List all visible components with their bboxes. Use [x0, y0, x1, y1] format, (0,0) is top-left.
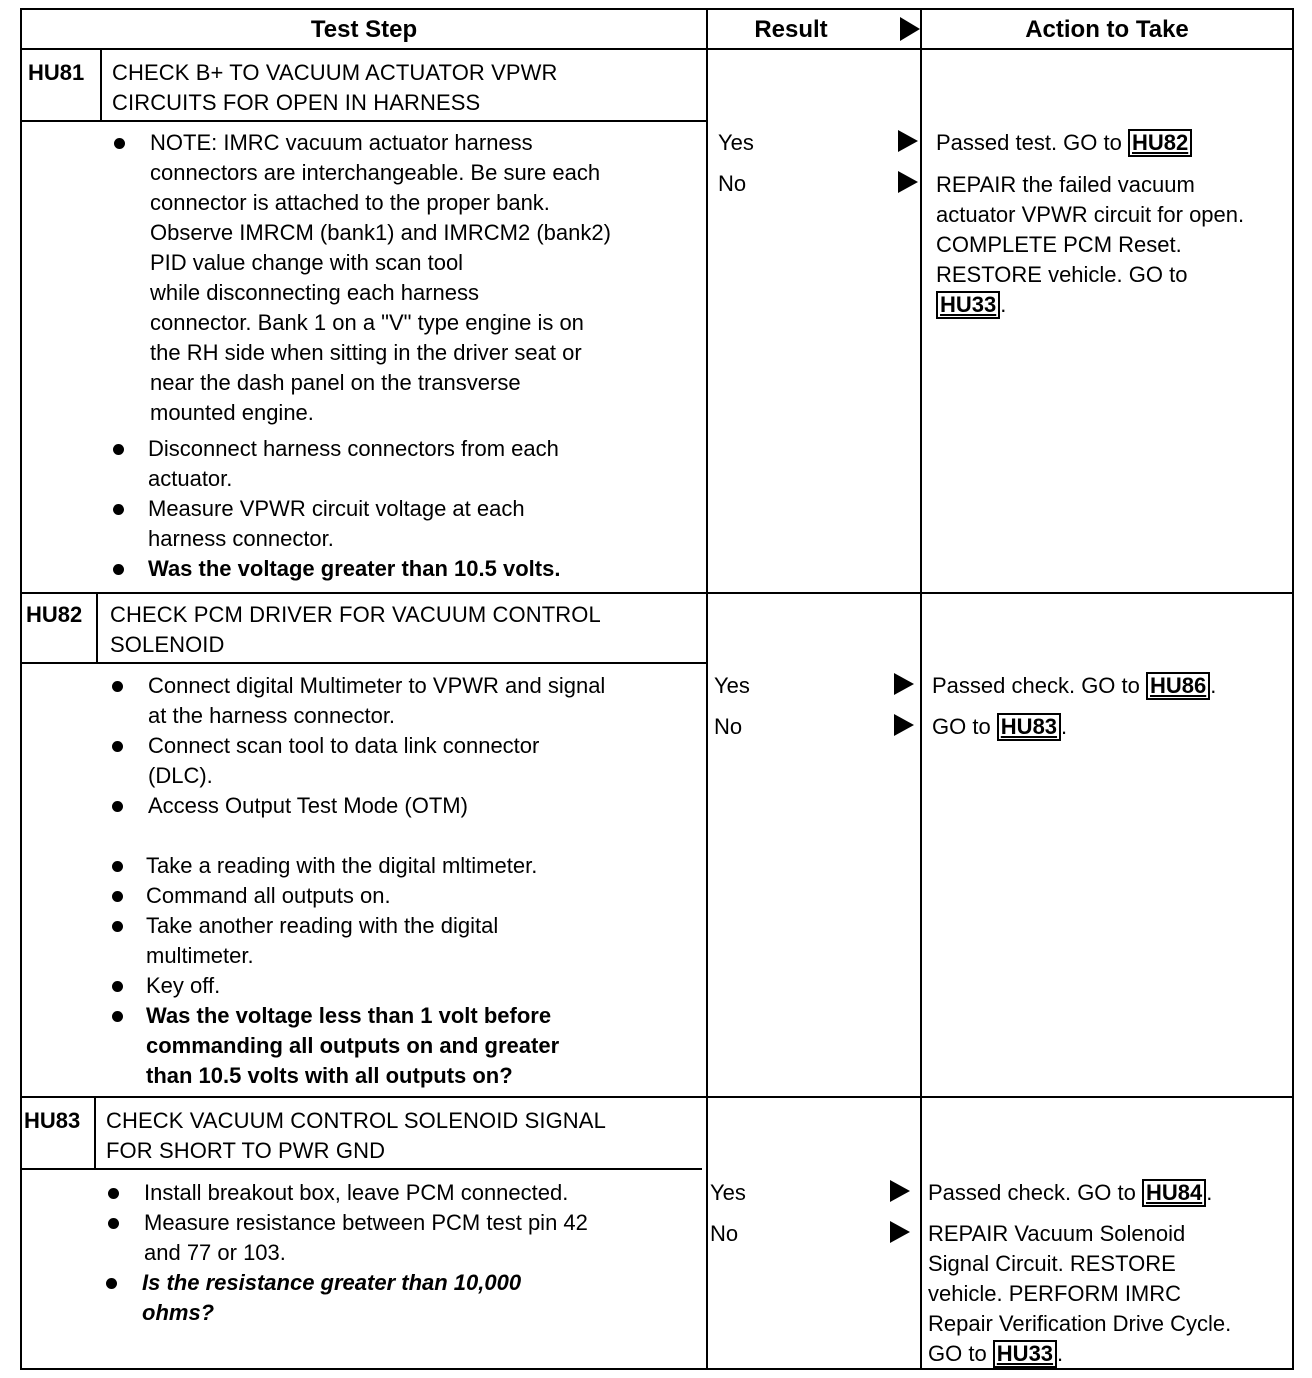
action-text: GO to	[932, 714, 997, 739]
step-line: Key off.	[146, 973, 221, 998]
result-no: No	[714, 714, 743, 739]
reference-link[interactable]: HU33	[936, 291, 1000, 319]
action-text: .	[1206, 1180, 1213, 1205]
step-line: Observe IMRCM (bank1) and IMRCM2 (bank2)	[150, 220, 611, 245]
list-item	[108, 671, 698, 731]
action-line: RESTORE vehicle. GO to	[936, 262, 1188, 287]
action-line: REPAIR the failed vacuum	[936, 172, 1195, 197]
reference-link[interactable]: HU82	[1128, 129, 1192, 157]
bullet-icon	[112, 921, 123, 932]
action-line: actuator VPWR circuit for open.	[936, 202, 1245, 227]
title-line: FOR SHORT TO PWR GND	[106, 1138, 386, 1163]
list-item	[108, 791, 698, 821]
step-line: connector. Bank 1 on a "V" type engine is on	[150, 310, 584, 335]
reference-link[interactable]: HU86	[1146, 672, 1210, 700]
action-no	[936, 170, 1296, 320]
action-line: Repair Verification Drive Cycle.	[928, 1311, 1232, 1336]
action-yes	[932, 671, 1292, 701]
step-line: near the dash panel on the transverse	[150, 370, 521, 395]
action-line: REPAIR Vacuum Solenoid	[928, 1221, 1186, 1246]
list-item	[108, 911, 698, 971]
list-item	[110, 494, 700, 554]
title-line: CHECK VACUUM CONTROL SOLENOID SIGNAL	[106, 1108, 606, 1133]
column-divider	[920, 10, 922, 1368]
step-code: HU83	[24, 1108, 81, 1133]
step-title	[112, 58, 558, 118]
step-line: actuator.	[148, 466, 233, 491]
bullet-icon	[113, 504, 124, 515]
list-item	[108, 731, 698, 791]
action-yes	[936, 128, 1292, 158]
action-no	[932, 712, 1292, 742]
code-divider	[96, 594, 98, 662]
section-rule	[22, 1096, 1292, 1098]
diagnostic-table	[20, 8, 1294, 1370]
step-line: connector is attached to the proper bank.	[150, 190, 550, 215]
action-yes	[928, 1178, 1292, 1208]
header-rule	[22, 48, 1292, 50]
step-line: ohms?	[142, 1300, 215, 1325]
arrow-icon	[894, 714, 914, 736]
code-divider	[94, 1098, 96, 1168]
step-list	[108, 671, 698, 1091]
action-line: Signal Circuit. RESTORE	[928, 1251, 1176, 1276]
action-text: .	[1210, 673, 1217, 698]
title-line: CHECK PCM DRIVER FOR VACUUM CONTROL	[110, 602, 601, 627]
action-text: .	[1061, 714, 1068, 739]
action-line: vehicle. PERFORM IMRC	[928, 1281, 1182, 1306]
list-item	[108, 851, 698, 881]
title-rule	[22, 120, 706, 122]
step-list	[110, 128, 700, 584]
list-item	[110, 434, 700, 494]
action-text: .	[1057, 1341, 1064, 1366]
header-test-step: Test Step	[310, 16, 418, 43]
step-title	[106, 1106, 606, 1166]
bullet-icon	[112, 891, 123, 902]
list-item	[104, 1178, 694, 1208]
header-result: Result	[754, 16, 828, 43]
result-yes: Yes	[714, 673, 750, 698]
step-line: mounted engine.	[150, 400, 314, 425]
bullet-icon	[108, 1188, 119, 1199]
step-line: Take a reading with the digital mltimeter.	[146, 853, 538, 878]
step-line: the RH side when sitting in the driver seat or	[150, 340, 582, 365]
arrow-icon	[898, 130, 918, 152]
reference-link[interactable]: HU33	[993, 1340, 1057, 1368]
step-line: Disconnect harness connectors from each	[148, 436, 559, 461]
step-code: HU82	[26, 602, 83, 627]
bullet-icon	[106, 1278, 117, 1289]
step-line: Was the voltage less than 1 volt before	[146, 1003, 552, 1028]
bullet-icon	[112, 1011, 123, 1022]
bullet-icon	[112, 801, 123, 812]
title-line: CHECK B+ TO VACUUM ACTUATOR VPWR	[112, 60, 558, 85]
title-rule	[22, 1168, 702, 1170]
step-line: Access Output Test Mode (OTM)	[148, 793, 468, 818]
step-line: Take another reading with the digital	[146, 913, 499, 938]
list-item	[108, 971, 698, 1001]
list-item	[104, 1208, 694, 1268]
list-item	[110, 554, 700, 584]
header-action: Action to Take	[1025, 16, 1189, 43]
title-line: CIRCUITS FOR OPEN IN HARNESS	[112, 90, 481, 115]
action-no	[928, 1219, 1294, 1369]
bullet-icon	[112, 681, 123, 692]
step-line: harness connector.	[148, 526, 334, 551]
action-text: GO to	[928, 1341, 993, 1366]
arrow-icon	[898, 171, 918, 193]
list-item	[110, 128, 700, 428]
bullet-icon	[113, 444, 124, 455]
action-text: Passed check. GO to	[928, 1180, 1142, 1205]
result-yes: Yes	[718, 130, 754, 155]
step-line: Measure resistance between PCM test pin 42	[144, 1210, 588, 1235]
result-no: No	[718, 171, 747, 196]
step-line: Install breakout box, leave PCM connected.	[144, 1180, 569, 1205]
step-line: Command all outputs on.	[146, 883, 391, 908]
title-line: SOLENOID	[110, 632, 225, 657]
result-yes: Yes	[710, 1180, 746, 1205]
list-item	[108, 881, 698, 911]
step-line: Measure VPWR circuit voltage at each	[148, 496, 525, 521]
step-code: HU81	[28, 60, 85, 85]
action-text: Passed check. GO to	[932, 673, 1146, 698]
step-line: Connect scan tool to data link connector	[148, 733, 540, 758]
section-rule	[22, 592, 1292, 594]
bullet-icon	[112, 981, 123, 992]
title-rule	[22, 662, 706, 664]
action-text: .	[1000, 292, 1007, 317]
column-divider	[706, 10, 708, 1368]
action-text: Passed test. GO to	[936, 130, 1128, 155]
step-line: Is the resistance greater than 10,000	[142, 1270, 522, 1295]
step-line: commanding all outputs on and greater	[146, 1033, 560, 1058]
reference-link[interactable]: HU83	[997, 713, 1061, 741]
bullet-icon	[108, 1218, 119, 1229]
arrow-icon	[894, 673, 914, 695]
step-line: multimeter.	[146, 943, 254, 968]
step-line: Connect digital Multimeter to VPWR and signal	[148, 673, 606, 698]
reference-link[interactable]: HU84	[1142, 1179, 1206, 1207]
step-line: NOTE: IMRC vacuum actuator harness	[150, 130, 533, 155]
bullet-icon	[113, 564, 124, 575]
list-item	[104, 1268, 694, 1328]
step-line: (DLC).	[148, 763, 213, 788]
result-no: No	[710, 1221, 739, 1246]
step-line: PID value change with scan tool	[150, 250, 464, 275]
action-line: COMPLETE PCM Reset.	[936, 232, 1182, 257]
step-line: while disconnecting each harness	[150, 280, 479, 305]
list-item	[108, 1001, 698, 1091]
step-line: than 10.5 volts with all outputs on?	[146, 1063, 513, 1088]
bullet-icon	[112, 861, 123, 872]
code-divider	[100, 50, 102, 120]
step-line: at the harness connector.	[148, 703, 396, 728]
step-line: Was the voltage greater than 10.5 volts.	[148, 556, 561, 581]
step-line: and 77 or 103.	[144, 1240, 286, 1265]
arrow-icon	[890, 1221, 910, 1243]
header-arrow-icon	[900, 17, 920, 41]
bullet-icon	[114, 138, 125, 149]
step-title	[110, 600, 601, 660]
bullet-icon	[112, 741, 123, 752]
step-list	[104, 1178, 694, 1328]
arrow-icon	[890, 1180, 910, 1202]
step-line: connectors are interchangeable. Be sure each	[150, 160, 601, 185]
